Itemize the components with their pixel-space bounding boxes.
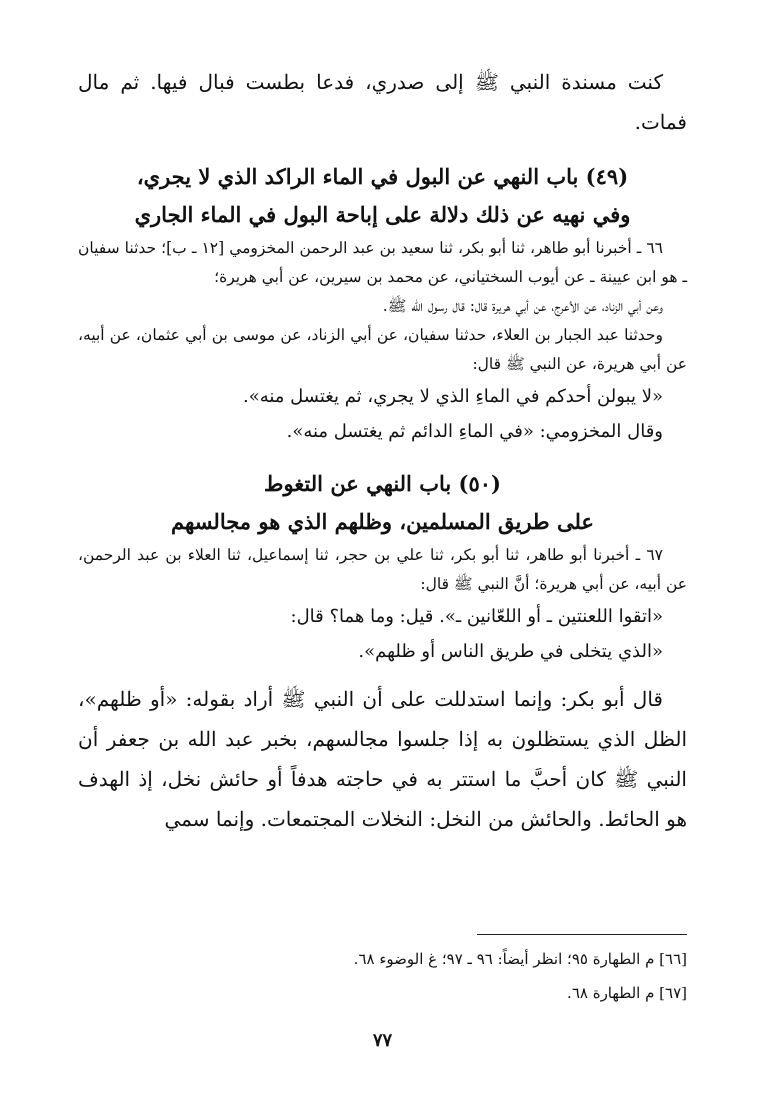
section-50-title-line-1: (٥٠) باب النهي عن التغوط bbox=[264, 471, 501, 496]
footnote-separator bbox=[477, 934, 687, 935]
commentary-paragraph: قال أبو بكر: وإنما استدللت على أن النبي ﷺ أراد بقوله: «أو ظلهم»، الظل الذي يستظلون به إذا جلسوا مجالسهم، بخبر عبد الله بن جعفر أن النبي ﷺ كان أحبَّ ما استتر به في حاجته هدفاً أو حائش نخل، إذ الهدف هو الحائط. والحائش من النخل: النخلات المجتمعات. وإنما سمي bbox=[78, 687, 687, 831]
section-49-matn-2: وقال المخزومي: «في الماءِ الدائم ثم يغتسل منه». bbox=[286, 421, 663, 442]
section-50-matn-1: «اتقوا اللعنتين ـ أو اللعّانين ـ». قيل: وما هما؟ قال: bbox=[290, 606, 663, 627]
footnote-67: [٦٧] م الطهارة ٦٨. bbox=[567, 984, 687, 1002]
section-49-matn-1: «لا يبولن أحدكم في الماءِ الذي لا يجري، ثم يغتسل منه». bbox=[242, 386, 663, 407]
intro-paragraph: كنت مسندة النبي ﷺ إلى صدري، فدعا بطست فبال فيها. ثم مال فمات. bbox=[78, 70, 687, 134]
section-50-title-line-2: على طريق المسلمين، وظلهم الذي هو مجالسهم bbox=[171, 509, 594, 534]
section-50-isnad-1: ٦٧ ـ أخبرنا أبو طاهر، ثنا أبو بكر، ثنا علي بن حجر، ثنا إسماعيل، ثنا العلاء بن عبد الرحمن، عن أبيه، عن أبي هريرة؛ أنَّ النبي ﷺ قال: bbox=[78, 546, 687, 593]
section-49-isnad-3: وحدثنا عبد الجبار بن العلاء، حدثنا سفيان، عن أبي الزناد، عن موسى بن أبي عثمان، عن أبيه، عن أبي هريرة، عن النبي ﷺ قال: bbox=[78, 326, 687, 373]
section-49-isnad-1: ٦٦ ـ أخبرنا أبو طاهر، ثنا أبو بكر، ثنا سعيد بن عبد الرحمن المخزومي [١٢ ـ ب]؛ حدثنا سفيان ـ هو ابن عيينة ـ عن أيوب السختياني، عن محمد بن سيرين، عن أبي هريرة؛ bbox=[78, 239, 687, 286]
footnote-66: [٦٦] م الطهارة ٩٥؛ انظر أيضاً: ٩٦ ـ ٩٧؛ غ الوضوء ٦٨. bbox=[353, 950, 687, 968]
footnotes bbox=[78, 942, 687, 1010]
section-49-title-line-1: (٤٩) باب النهي عن البول في الماء الراكد الذي لا يجري، bbox=[136, 164, 629, 189]
page-number: ٧٧ bbox=[372, 1030, 393, 1051]
section-49-isnad-2: وعن أبي الزناد، عن الأعرج، عن أبي هريرة قال: قال رسول الله ﷺ. bbox=[382, 297, 663, 315]
section-50-matn-2: «الذي يتخلى في طريق الناس أو ظلهم». bbox=[358, 641, 663, 662]
section-49-title-line-2: وفي نهيه عن ذلك دلالة على إباحة البول في الماء الجاري bbox=[134, 202, 631, 227]
book-page bbox=[78, 62, 687, 1100]
